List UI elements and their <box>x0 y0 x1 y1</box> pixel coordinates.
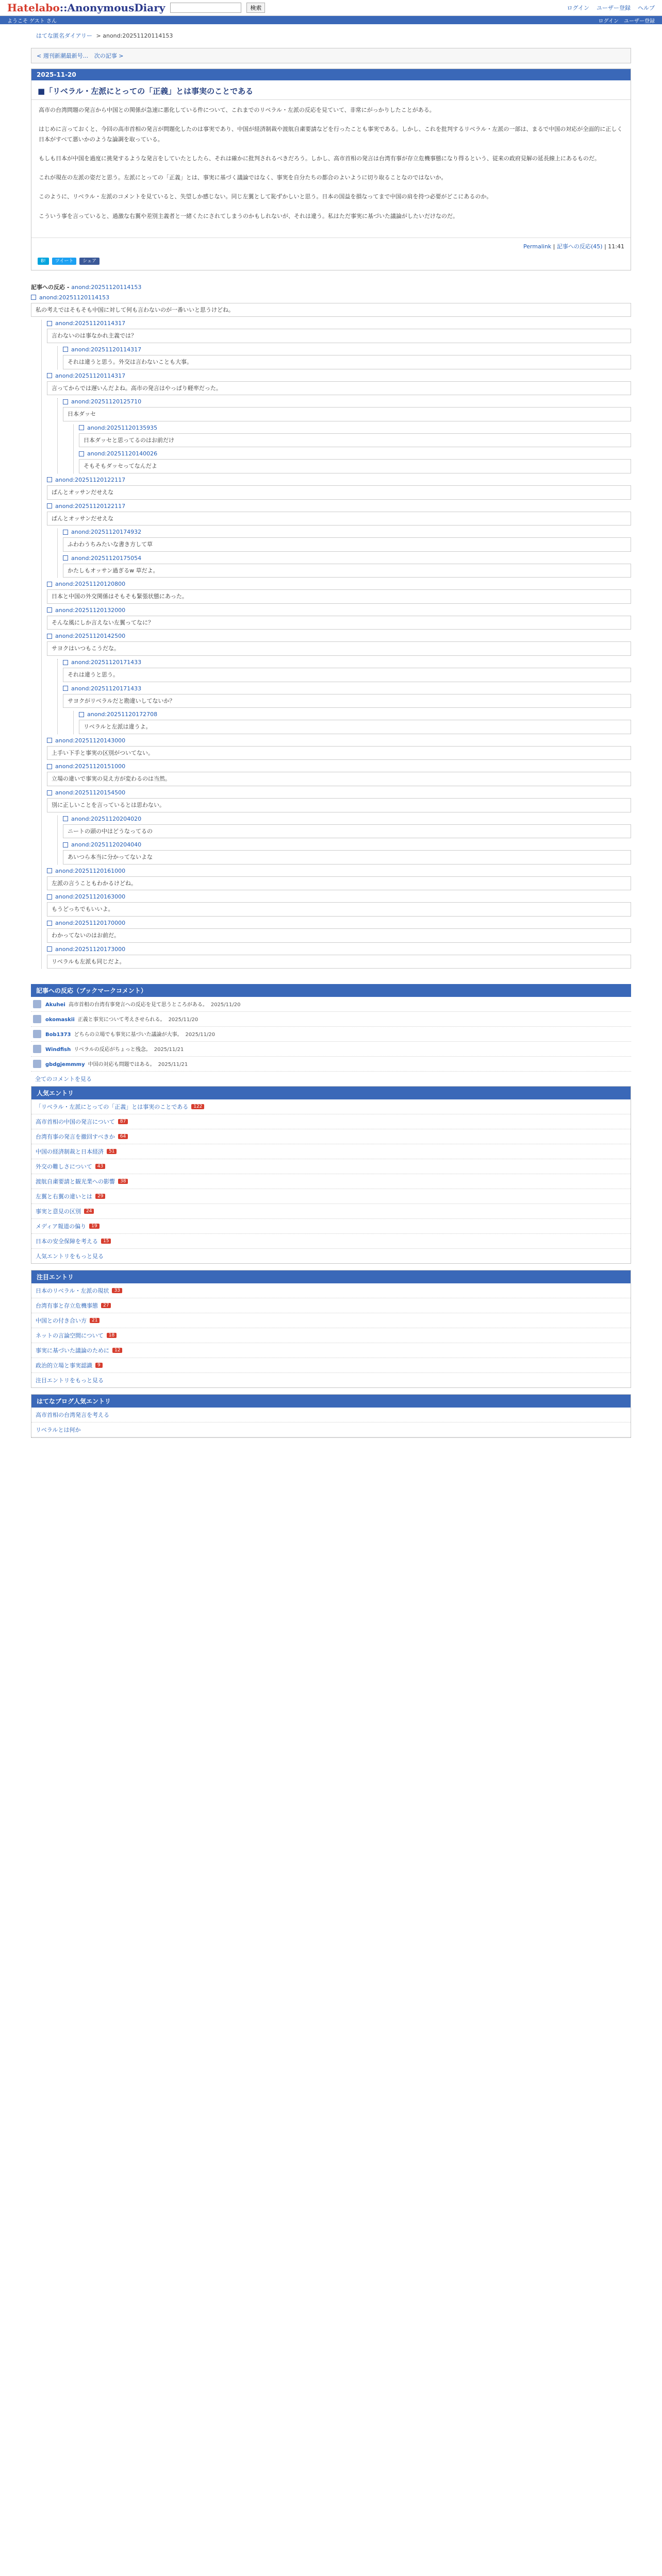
bookmark-user[interactable]: Akuhei <box>45 1002 65 1008</box>
reply-text: 左派の言うこともわかるけどね。 <box>47 876 631 891</box>
facebook-share-button[interactable]: シェア <box>79 258 100 265</box>
entry-body <box>31 100 631 238</box>
list-item-link[interactable]: 高市首相の台湾発言を考える <box>36 1412 109 1419</box>
reply-link[interactable]: anond:20251120114153 <box>39 294 110 301</box>
reply-head <box>63 529 631 535</box>
reply-marker-icon <box>47 946 52 952</box>
entry-date: 2025-11-20 <box>31 69 631 80</box>
reply <box>47 868 631 891</box>
reply-link[interactable]: anond:20251120125710 <box>71 398 142 405</box>
reply-head <box>47 581 631 587</box>
reply-children <box>57 346 631 369</box>
reply <box>47 893 631 917</box>
reply-text: かたしもオッサン過ぎるw 草だよ。 <box>63 564 631 578</box>
reply-link[interactable]: anond:20251120151000 <box>55 763 126 770</box>
reply-head <box>79 450 631 457</box>
entry-paragraph: はじめに言っておくと、今回の高市首相の発言が問題化したのは事実であり、中国が経済制裁や渡航自粛要請などを行ったことも事実である。しかし、これを批判するリベラル・左派の一部は、まるで中国の対応が全面的に正しく日本がすべて悪いかのような論調を取っている。 <box>39 126 623 143</box>
bookmark-count-badge[interactable]: 9 <box>95 1363 103 1368</box>
bookmark-count-badge[interactable]: 21 <box>90 1318 100 1323</box>
list-item-link[interactable]: 外交の難しさについて <box>36 1163 92 1171</box>
reply <box>63 816 631 839</box>
reply-text: ぱんとオッサンだせえな <box>47 485 631 500</box>
replies-heading-link[interactable]: anond:20251120114153 <box>71 283 142 291</box>
reply-marker-icon <box>63 660 68 665</box>
reply-marker-icon <box>63 816 68 821</box>
reply-link[interactable]: anond:20251120122117 <box>55 502 126 510</box>
breadcrumb-sep: > <box>96 32 101 39</box>
userbar-login[interactable]: ログイン <box>598 18 619 24</box>
reply-text: あいつら本当に分かってないよな <box>63 850 631 865</box>
reply-head <box>47 633 631 639</box>
avatar[interactable] <box>33 1060 41 1068</box>
reply <box>63 346 631 369</box>
reply-text: わかってないのはお前だ。 <box>47 928 631 943</box>
reply-head <box>47 477 631 483</box>
list-item <box>31 1283 631 1298</box>
avatar[interactable] <box>33 1045 41 1053</box>
avatar[interactable] <box>33 1015 41 1023</box>
bookmark-date: 2025/11/20 <box>210 1002 241 1008</box>
reply-head <box>47 789 631 796</box>
reply <box>47 946 631 969</box>
breadcrumb-home[interactable]: はてな匿名ダイアリー <box>36 32 93 39</box>
list-item-link[interactable]: 事実と意見の区別 <box>36 1208 81 1215</box>
pickup-section <box>31 1394 631 1438</box>
reply-head <box>63 398 631 405</box>
reply <box>31 294 631 969</box>
reply-marker-icon <box>47 373 52 378</box>
bookmark-item <box>31 997 631 1012</box>
bookmark-count-badge[interactable]: 27 <box>101 1303 111 1308</box>
list-item-link[interactable]: 「リベラル・左派にとっての「正義」とは事実のことである <box>36 1104 189 1111</box>
reply <box>63 659 631 682</box>
entry-title[interactable]: ■「リベラル・左派にとっての「正義」とは事実のことである <box>31 80 631 100</box>
list-item <box>31 1313 631 1328</box>
hatena-bookmark-button[interactable]: B! <box>38 258 49 265</box>
reply-text: ニートの頭の中はどうなってるの <box>63 824 631 839</box>
entry-paragraph: これが現在の左派の姿だと思う。左派にとっての「正義」とは、事実に基づく議論ではなく、事実を自分たちの都合のよいように切り取ることなのではないか。 <box>39 174 447 181</box>
reply <box>47 633 631 734</box>
reply-marker-icon <box>47 321 52 326</box>
reply-marker-icon <box>47 764 52 769</box>
list-item <box>31 1343 631 1358</box>
list-item-link[interactable]: 政治的立場と事実認識 <box>36 1362 92 1369</box>
list-item <box>31 1189 631 1204</box>
nav-register[interactable]: ユーザー登録 <box>597 5 631 11</box>
bookmark-count-badge[interactable]: 122 <box>191 1104 204 1109</box>
reply-text: 別に正しいことを言っているとは思わない。 <box>47 798 631 812</box>
bookmark-count-badge[interactable]: 38 <box>118 1179 128 1184</box>
reply-text: それは違うと思う。 <box>63 668 631 682</box>
pickup-heading: はてなブログ人気エントリ <box>31 1395 631 1408</box>
reply-link[interactable]: anond:20251120171433 <box>71 659 142 666</box>
welcome-text: ようこそ ゲスト さん <box>7 18 57 24</box>
reply-head <box>47 372 631 379</box>
notice-heading: 注目エントリ <box>31 1270 631 1283</box>
reply-marker-icon <box>79 451 84 456</box>
reply-link[interactable]: anond:20251120122117 <box>55 476 126 483</box>
reply-text: リベラルも左派も同じだよ。 <box>47 955 631 969</box>
reply-marker-icon <box>47 868 52 873</box>
bookmark-count-badge[interactable]: 33 <box>112 1288 122 1293</box>
popular-heading: 人気エントリ <box>31 1087 631 1099</box>
reply-marker-icon <box>63 399 68 404</box>
nav-login[interactable]: ログイン <box>567 5 589 11</box>
popular-more <box>31 1249 631 1263</box>
reply <box>47 789 631 865</box>
reply-text: 日本ダッセ <box>63 407 631 421</box>
logo-part-1: Hatelabo <box>7 2 60 14</box>
list-item <box>31 1298 631 1313</box>
reply <box>47 320 631 369</box>
list-item <box>31 1129 631 1144</box>
list-item <box>31 1234 631 1249</box>
bookmark-date: 2025/11/20 <box>185 1032 216 1038</box>
reply-head <box>63 346 631 353</box>
reply-text: 日本ダッセと思ってるのはお前だけ <box>79 433 631 448</box>
reply-text: それは違うと思う。外交は言わないことも大事。 <box>63 355 631 369</box>
prev-link[interactable]: < 週刊新潮最新号... <box>37 53 89 59</box>
reply-marker-icon <box>47 607 52 613</box>
list-item <box>31 1174 631 1189</box>
list-item-link[interactable]: 日本の安全保障を考える <box>36 1238 98 1245</box>
bookmark-count-badge[interactable]: 15 <box>101 1239 111 1244</box>
reactions-link[interactable]: 記事への反応(45) <box>557 243 603 250</box>
list-item <box>31 1328 631 1343</box>
bookmark-item <box>31 1027 631 1042</box>
bookmark-count-badge[interactable]: 87 <box>118 1119 128 1124</box>
reply-link[interactable]: anond:20251120174932 <box>71 529 142 536</box>
popular-section <box>31 1086 631 1264</box>
reply-link[interactable]: anond:20251120114317 <box>55 320 126 327</box>
notice-section <box>31 1270 631 1388</box>
popular-list <box>31 1099 631 1249</box>
bookmark-user[interactable]: Windfish <box>45 1047 71 1053</box>
reply <box>47 607 631 630</box>
reply-marker-icon <box>63 347 68 352</box>
site-logo[interactable] <box>7 2 165 14</box>
bookmark-count-badge[interactable]: 64 <box>118 1134 128 1139</box>
reply-text: 日本と中国の外交関係はそもそも緊張状態にあった。 <box>47 589 631 604</box>
reply-marker-icon <box>63 530 68 535</box>
reply-marker-icon <box>63 686 68 691</box>
reply <box>47 737 631 760</box>
list-item-link[interactable]: 中国の経済制裁と日本経済 <box>36 1148 104 1156</box>
replies-heading <box>31 283 631 291</box>
bookmark-count-badge[interactable]: 43 <box>95 1164 105 1169</box>
reply-marker-icon <box>31 295 36 300</box>
reply-head <box>79 425 631 431</box>
reply-text: そもそもダッセってなんだよ <box>79 459 631 473</box>
bookmark-count-badge[interactable]: 12 <box>112 1348 122 1353</box>
bookmark-item <box>31 1057 631 1072</box>
reply-link[interactable]: anond:20251120154500 <box>55 789 126 796</box>
reply-head <box>79 711 631 718</box>
list-item-link[interactable]: 台湾有事の発言を撤回すべきか <box>36 1133 115 1141</box>
reply-head <box>47 763 631 770</box>
reply-head <box>63 816 631 822</box>
search-input[interactable] <box>170 3 241 13</box>
list-item <box>31 1422 631 1437</box>
search-button[interactable]: 検索 <box>246 3 265 13</box>
reply-link[interactable]: anond:20251120114317 <box>71 346 142 353</box>
reply-marker-icon <box>47 503 52 509</box>
reply-tree <box>31 294 631 969</box>
reply-text: ぱんとオッサンだせえな <box>47 512 631 526</box>
next-link[interactable]: 次の記事 > <box>94 53 124 59</box>
reply-marker-icon <box>63 555 68 561</box>
reply-link[interactable]: anond:20251120114317 <box>55 372 126 379</box>
user-bar <box>0 16 662 24</box>
reply-link[interactable]: anond:20251120173000 <box>55 945 126 953</box>
top-bar <box>0 0 662 16</box>
reply-link[interactable]: anond:20251120163000 <box>55 893 126 901</box>
reply-link[interactable]: anond:20251120161000 <box>55 867 126 874</box>
reply <box>47 581 631 604</box>
bookmark-comment: どちらの立場でも事実に基づいた議論が大事。 <box>74 1032 183 1038</box>
bookmark-date: 2025/11/20 <box>168 1017 198 1023</box>
reply <box>47 503 631 578</box>
reply-children <box>73 425 631 473</box>
entry-paragraph: 高市の台湾問題の発言から中国との関係が急速に悪化している件について、これまでのリベラル・左派の反応を見ていて、非常にがっかりしたことがある。 <box>39 107 435 113</box>
reply-children <box>57 816 631 865</box>
bookmark-user[interactable]: gbdgjemmmy <box>45 1062 85 1068</box>
reply-head <box>47 503 631 510</box>
reply-marker-icon <box>47 790 52 795</box>
tweet-button[interactable]: ツイート <box>52 258 77 265</box>
bookmark-item <box>31 1042 631 1057</box>
list-item-link[interactable]: 日本のリベラル・左派の現状 <box>36 1287 109 1295</box>
list-item-link[interactable]: 台湾有事と存立危機事態 <box>36 1302 98 1310</box>
reply-text: ふわわうちみたいな書き方して草 <box>63 537 631 552</box>
list-item <box>31 1144 631 1159</box>
list-item-link[interactable]: 渡航自粛要請と観光業への影響 <box>36 1178 115 1185</box>
bookmark-comment: リベラルの反応がちょっと残念。 <box>74 1047 151 1053</box>
reply <box>63 841 631 865</box>
reply-head <box>47 607 631 614</box>
reply-children <box>57 659 631 734</box>
bookmark-body <box>45 1015 198 1023</box>
nav-help[interactable]: ヘルプ <box>638 5 655 11</box>
top-nav <box>567 4 655 12</box>
reply <box>47 477 631 500</box>
reply-head <box>31 294 631 301</box>
permalink[interactable]: Permalink <box>523 243 552 250</box>
reply-marker-icon <box>47 738 52 743</box>
reply-link[interactable]: anond:20251120204040 <box>71 841 142 849</box>
bookmark-section <box>31 984 631 1086</box>
reply <box>79 450 631 473</box>
list-item <box>31 1219 631 1234</box>
reply-link[interactable]: anond:20251120140026 <box>87 450 158 457</box>
reply-head <box>47 920 631 926</box>
notice-list <box>31 1283 631 1373</box>
reply-head <box>47 946 631 953</box>
bookmark-item <box>31 1012 631 1027</box>
list-item <box>31 1204 631 1219</box>
replies-heading-text: 記事への反応 - <box>31 283 72 291</box>
reply-head <box>47 868 631 874</box>
reply-text: もうどっちでもいいよ。 <box>47 902 631 917</box>
reply-head <box>63 685 631 692</box>
list-item-link[interactable]: 左翼と右翼の違いとは <box>36 1193 92 1200</box>
bookmark-comment: 高市首相の台湾有事発言への反応を見て思うところがある。 <box>68 1002 208 1008</box>
reply-text: サヨクがリベラルだと勘違いしてないか？ <box>63 694 631 708</box>
reply <box>63 398 631 473</box>
reply-text: 私の考えではそもそも中国に対して何も言わないのが一番いいと思うけどね。 <box>31 303 631 317</box>
entry-paragraph: こういう事を言っていると、過激な右翼や差別主義者と一緒くたにされてしまうのかもしれないが、それは違う。私はただ事実に基づいた議論がしたいだけなのだ。 <box>39 212 458 219</box>
reply <box>63 685 631 734</box>
reply-marker-icon <box>47 894 52 900</box>
main <box>31 48 631 1438</box>
popular-more-link[interactable]: 人気エントリをもっと見る <box>36 1253 104 1260</box>
reply-link[interactable]: anond:20251120170000 <box>55 920 126 926</box>
list-item-link[interactable]: ネットの言論空間について <box>36 1332 104 1340</box>
reply-marker-icon <box>63 842 68 848</box>
userbar-links <box>599 16 655 24</box>
reply-marker-icon <box>47 634 52 639</box>
entry-time: 11:41 <box>608 243 624 250</box>
breadcrumb-current: anond:20251120114153 <box>103 32 173 39</box>
bookmark-count-badge[interactable]: 24 <box>84 1209 94 1214</box>
bookmark-comment: 正義と事実について考えさせられる。 <box>77 1017 166 1023</box>
reply-link[interactable]: anond:20251120120800 <box>55 581 126 588</box>
list-item <box>31 1114 631 1129</box>
reply-text: 立場の違いで事実の見え方が変わるのは当然。 <box>47 772 631 786</box>
reply <box>47 763 631 786</box>
reply-text: そんな風にしか言えない左翼ってなに？ <box>47 616 631 630</box>
reply-head <box>47 893 631 900</box>
reply-link[interactable]: anond:20251120204020 <box>71 815 142 822</box>
reply-text: サヨクはいつもこうだな。 <box>47 641 631 656</box>
reply-link[interactable]: anond:20251120143000 <box>55 737 126 744</box>
bookmark-body <box>45 1030 215 1038</box>
reply-children <box>57 398 631 473</box>
entry-paragraph: このように、リベラル・左派のコメントを見ていると、失望しか感じない。同じ左翼として恥ずかしいと思う。日本の国益を損なってまで中国の肩を持つ必要がどこにあるのか。 <box>39 193 492 200</box>
notice-more <box>31 1373 631 1387</box>
entry-footer: Permalink | 記事への反応(45) | 11:41 <box>31 238 631 255</box>
entry <box>31 69 631 270</box>
reply-link[interactable]: anond:20251120172708 <box>87 711 158 718</box>
bookmark-count-badge[interactable]: 18 <box>107 1333 117 1338</box>
list-item <box>31 1099 631 1114</box>
reply-link[interactable]: anond:20251120142500 <box>55 633 126 640</box>
list-item-link[interactable]: リベラルとは何か <box>36 1427 81 1434</box>
reply-children <box>57 529 631 578</box>
bookmark-date: 2025/11/21 <box>154 1047 184 1053</box>
reply <box>79 425 631 448</box>
list-item <box>31 1159 631 1174</box>
reply-marker-icon <box>47 477 52 482</box>
avatar[interactable] <box>33 1030 41 1038</box>
bookmark-date: 2025/11/21 <box>158 1062 188 1068</box>
bookmark-user[interactable]: okomaskii <box>45 1017 75 1023</box>
bookmark-body <box>45 1000 240 1008</box>
reply-link[interactable]: anond:20251120132000 <box>55 606 126 614</box>
notice-more-link[interactable]: 注目エントリをもっと見る <box>36 1377 104 1384</box>
logo-part-2: ::AnonymousDiary <box>59 2 166 14</box>
bookmark-user[interactable]: Bob1373 <box>45 1032 71 1038</box>
list-item-link[interactable]: 事実に基づいた議論のために <box>36 1347 109 1354</box>
reply-text: 言わないのは事なかれ主義では？ <box>47 329 631 343</box>
reply-text: リベラルと左派は違うよ。 <box>79 720 631 734</box>
reply-text: 上手い下手と事実の区別がついてない。 <box>47 746 631 760</box>
reply-link[interactable]: anond:20251120175054 <box>71 554 142 562</box>
reply-children <box>41 320 631 969</box>
reply-children <box>73 711 631 734</box>
list-item <box>31 1408 631 1422</box>
bookmark-more-link[interactable]: 全てのコメントを見る <box>35 1076 92 1083</box>
bookmark-body <box>45 1060 188 1067</box>
reply <box>47 920 631 943</box>
reply-marker-icon <box>47 921 52 926</box>
reply-link[interactable]: anond:20251120135935 <box>87 424 158 431</box>
pickup-list <box>31 1408 631 1437</box>
list-item-link[interactable]: 高市首相の中国の発言について <box>36 1118 115 1126</box>
reply-marker-icon <box>47 582 52 587</box>
bookmark-heading: 記事への反応（ブックマークコメント） <box>31 984 631 997</box>
bookmark-count-badge[interactable]: 51 <box>107 1149 117 1154</box>
userbar-register[interactable]: ユーザー登録 <box>624 18 655 24</box>
reply-head <box>63 555 631 562</box>
bookmark-count-badge[interactable]: 29 <box>95 1194 105 1199</box>
reply-head <box>47 737 631 744</box>
bookmark-comment: 中国の対応も問題ではある。 <box>88 1062 155 1068</box>
reply-head <box>47 320 631 327</box>
reply-marker-icon <box>79 425 84 430</box>
bookmark-list <box>31 997 631 1072</box>
reply-link[interactable]: anond:20251120171433 <box>71 685 142 692</box>
reply <box>47 372 631 473</box>
reply-marker-icon <box>79 712 84 717</box>
prev-next-bar <box>31 48 631 63</box>
bookmark-body <box>45 1045 184 1053</box>
breadcrumb <box>0 24 662 43</box>
reply <box>63 555 631 578</box>
social-buttons <box>31 255 631 270</box>
avatar[interactable] <box>33 1000 41 1008</box>
reply-text: 言ってからでは遅いんだよね。高市の発言はやっぱり軽率だった。 <box>47 381 631 396</box>
reply <box>63 529 631 552</box>
list-item-link[interactable]: メディア報道の偏り <box>36 1223 87 1230</box>
list-item-link[interactable]: 中国との付き合い方 <box>36 1317 87 1325</box>
entry-paragraph: もしも日本が中国を過度に挑発するような発言をしていたとしたら、それは確かに批判されるべきだろう。しかし、高市首相の発言は台湾有事が存立危機事態になり得るという、従来の政府見解の延長線上にあるものだ。 <box>39 155 600 162</box>
reply-head <box>63 659 631 666</box>
list-item <box>31 1358 631 1373</box>
bookmark-count-badge[interactable]: 19 <box>89 1224 99 1229</box>
reply <box>79 711 631 734</box>
reply-head <box>63 841 631 848</box>
bookmark-more <box>31 1072 631 1086</box>
